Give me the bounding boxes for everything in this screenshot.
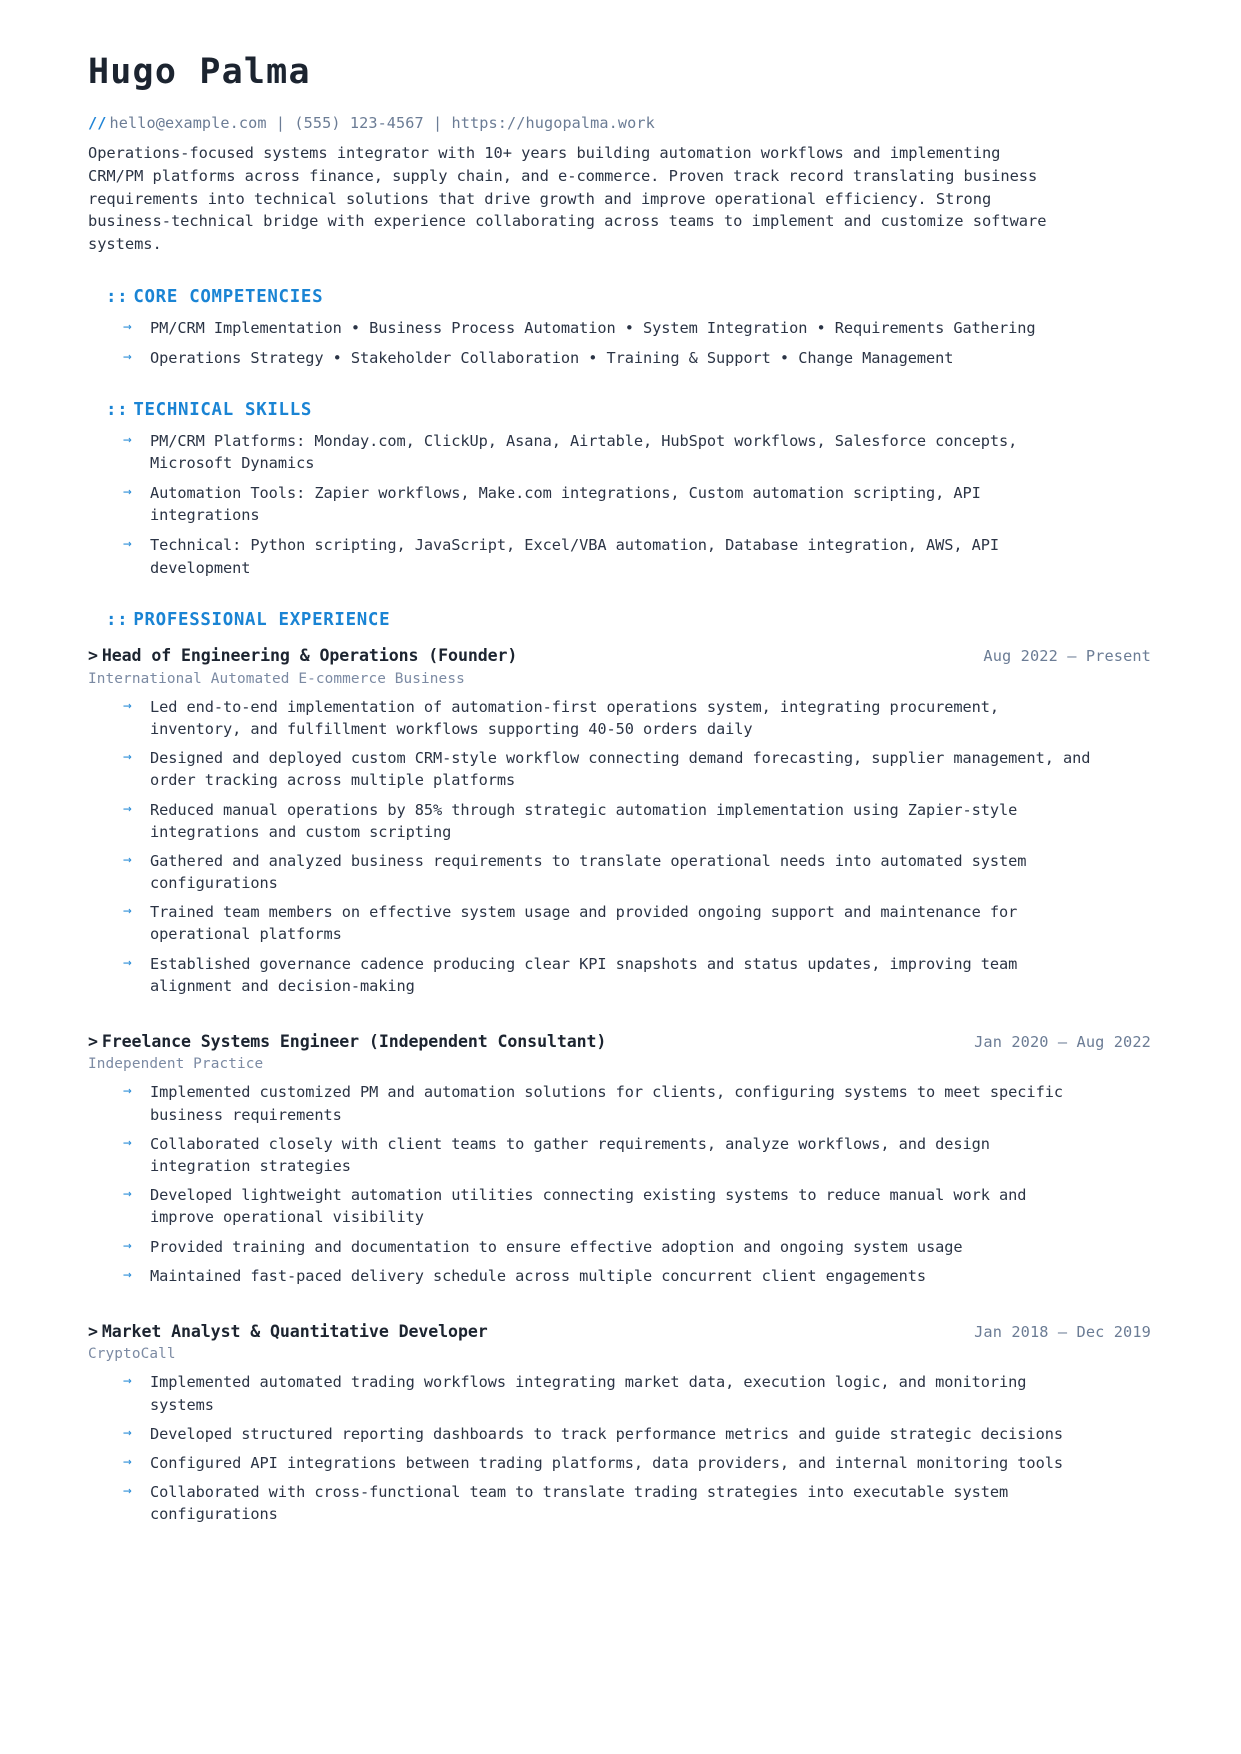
- experience-entry-header: [88, 1321, 1151, 1343]
- list-item-text: PM/CRM Platforms: Monday.com, ClickUp, Asana, Airtable, HubSpot workflows, Salesforce concepts, Microsoft Dynamics: [150, 431, 1018, 472]
- list-item-text: Implemented customized PM and automation solutions for clients, configuring systems to meet specific business requirements: [150, 1083, 1063, 1124]
- section-heading-label: CORE COMPETENCIES: [133, 287, 324, 308]
- job-dates: Jan 2018 – Dec 2019: [974, 1322, 1151, 1341]
- section-heading: [106, 286, 1151, 309]
- list-item: [88, 1265, 1098, 1287]
- list-item-text: Automation Tools: Zapier workflows, Make.com integrations, Custom automation scripting, API integrations: [150, 484, 981, 525]
- list-item-text: Developed structured reporting dashboards to track performance metrics and guide strategic decisions: [150, 1424, 1063, 1443]
- list-item: [88, 534, 1098, 578]
- list-item-text: Collaborated with cross-functional team to translate trading strategies into executable system configurations: [150, 1483, 1009, 1524]
- list-item: [88, 430, 1098, 474]
- arrow-icon: →: [123, 431, 132, 448]
- list-item-text: Led end-to-end implementation of automation-first operations system, integrating procurement, inventory, and fulfillment workflows supporting 40-50 orders daily: [150, 697, 1000, 739]
- list-item: [88, 1481, 1098, 1525]
- list-item: [88, 1081, 1098, 1125]
- list-item: [88, 953, 1098, 997]
- list-item-text: Operations Strategy • Stakeholder Collaboration • Training & Support • Change Management: [150, 348, 954, 367]
- contact-line: [88, 112, 1151, 135]
- list-item-text: Established governance cadence producing clear KPI snapshots and status updates, improving team alignment and decision-making: [150, 954, 1018, 995]
- list-item: [88, 482, 1098, 526]
- arrow-icon: →: [123, 1373, 132, 1390]
- section-marker-icon: ::: [106, 287, 129, 308]
- list-item-text: Collaborated closely with client teams to gather requirements, analyze workflows, and design integration strategies: [150, 1134, 990, 1175]
- section-technical-skills: [88, 399, 1151, 579]
- competency-list: [88, 317, 1151, 369]
- arrow-icon: →: [123, 348, 132, 365]
- arrow-icon: →: [123, 1483, 132, 1500]
- contact-details: hello@example.com | (555) 123-4567 | https://hugopalma.work: [109, 114, 655, 133]
- job-company: International Automated E-commerce Business: [88, 670, 465, 687]
- list-item: [88, 1452, 1098, 1474]
- arrow-icon: →: [123, 697, 132, 714]
- arrow-icon: →: [123, 536, 132, 553]
- arrow-icon: →: [123, 1453, 132, 1470]
- job-company: Independent Practice: [88, 1056, 264, 1073]
- list-item-text: PM/CRM Implementation • Business Process Automation • System Integration • Requirements Gathering: [150, 318, 1036, 337]
- arrow-icon: →: [123, 484, 132, 501]
- skills-list: [88, 430, 1151, 579]
- arrow-icon: →: [123, 1134, 132, 1151]
- experience-entry-header: [88, 645, 1151, 667]
- list-item-text: Configured API integrations between trading platforms, data providers, and internal monitoring tools: [150, 1453, 1063, 1472]
- resume-header: [88, 52, 1151, 256]
- list-item: [88, 317, 1098, 339]
- professional-summary: Operations-focused systems integrator with 10+ years building automation workflows and implementing CRM/PM platforms across finance, supply chain, and e-commerce. Proven track record translating business requirements into technical solutions that drive growth and improve operational efficiency. Strong business-technical bridge with experience collaborating across teams to implement and customize software systems.: [88, 144, 1047, 254]
- list-item: [88, 1133, 1098, 1177]
- section-professional-experience: [88, 609, 1151, 1526]
- section-marker-icon: ::: [106, 400, 129, 421]
- arrow-icon: →: [123, 1083, 132, 1100]
- experience-entry-header: [88, 1031, 1151, 1053]
- job-company: CryptoCall: [88, 1346, 176, 1363]
- job-title-label: Head of Engineering & Operations (Founder): [101, 646, 518, 666]
- job-title-label: Freelance Systems Engineer (Independent Consultant): [101, 1031, 607, 1051]
- arrow-icon: →: [123, 851, 132, 868]
- experience-entry: [88, 1321, 1151, 1526]
- list-item-text: Developed lightweight automation utilities connecting existing systems to reduce manual work and improve operational visibility: [150, 1186, 1027, 1227]
- arrow-icon: →: [123, 1186, 132, 1203]
- job-title: [88, 1031, 606, 1053]
- arrow-icon: →: [123, 1266, 132, 1283]
- arrow-icon: →: [123, 903, 132, 920]
- caret-icon: >: [88, 1031, 98, 1051]
- list-item-text: Technical: Python scripting, JavaScript, Excel/VBA automation, Database integration, AWS, API development: [150, 536, 1000, 577]
- experience-entry: [88, 1031, 1151, 1287]
- job-title: [88, 645, 517, 667]
- job-bullet-list: [88, 1371, 1151, 1525]
- caret-icon: >: [88, 646, 98, 666]
- job-dates: Aug 2022 – Present: [983, 647, 1151, 666]
- arrow-icon: →: [123, 800, 132, 817]
- section-heading-label: TECHNICAL SKILLS: [133, 400, 313, 421]
- section-heading: [106, 609, 1151, 632]
- job-dates: Jan 2020 – Aug 2022: [974, 1032, 1151, 1051]
- list-item-text: Trained team members on effective system usage and provided ongoing support and maintenance for operational platforms: [150, 903, 1018, 944]
- job-bullet-list: [88, 1081, 1151, 1286]
- job-title-label: Market Analyst & Quantitative Developer: [101, 1321, 488, 1341]
- candidate-name: Hugo Palma: [88, 52, 311, 92]
- list-item-text: Reduced manual operations by 85% through strategic automation implementation using Zapier-style integrations and custom scripting: [150, 800, 1018, 841]
- job-bullet-list: [88, 696, 1151, 997]
- arrow-icon: →: [123, 318, 132, 335]
- list-item-text: Implemented automated trading workflows integrating market data, execution logic, and monitoring systems: [150, 1373, 1027, 1414]
- list-item: [88, 901, 1098, 945]
- caret-icon: >: [88, 1321, 98, 1341]
- list-item: [88, 1423, 1098, 1445]
- experience-entry: [88, 645, 1151, 997]
- list-item: [88, 696, 1098, 740]
- section-marker-icon: ::: [106, 609, 129, 630]
- list-item: [88, 1184, 1098, 1228]
- list-item: [88, 347, 1098, 369]
- arrow-icon: →: [123, 954, 132, 971]
- list-item-text: Maintained fast-paced delivery schedule across multiple concurrent client engagements: [150, 1266, 927, 1285]
- list-item: [88, 1371, 1098, 1415]
- list-item: [88, 1236, 1098, 1258]
- list-item-text: Provided training and documentation to ensure effective adoption and ongoing system usage: [150, 1237, 963, 1256]
- list-item-text: Designed and deployed custom CRM-style workflow connecting demand forecasting, supplier management, and order tracking across multiple platforms: [150, 749, 1091, 790]
- section-heading: [106, 399, 1151, 422]
- section-core-competencies: [88, 286, 1151, 369]
- arrow-icon: →: [123, 749, 132, 766]
- list-item: [88, 850, 1098, 894]
- arrow-icon: →: [123, 1237, 132, 1254]
- slashes-icon: //: [88, 114, 107, 133]
- job-title: [88, 1321, 488, 1343]
- list-item-text: Gathered and analyzed business requirements to translate operational needs into automated system configurations: [150, 851, 1027, 893]
- list-item: [88, 799, 1098, 843]
- section-heading-label: PROFESSIONAL EXPERIENCE: [133, 609, 391, 630]
- arrow-icon: →: [123, 1424, 132, 1441]
- list-item: [88, 747, 1098, 791]
